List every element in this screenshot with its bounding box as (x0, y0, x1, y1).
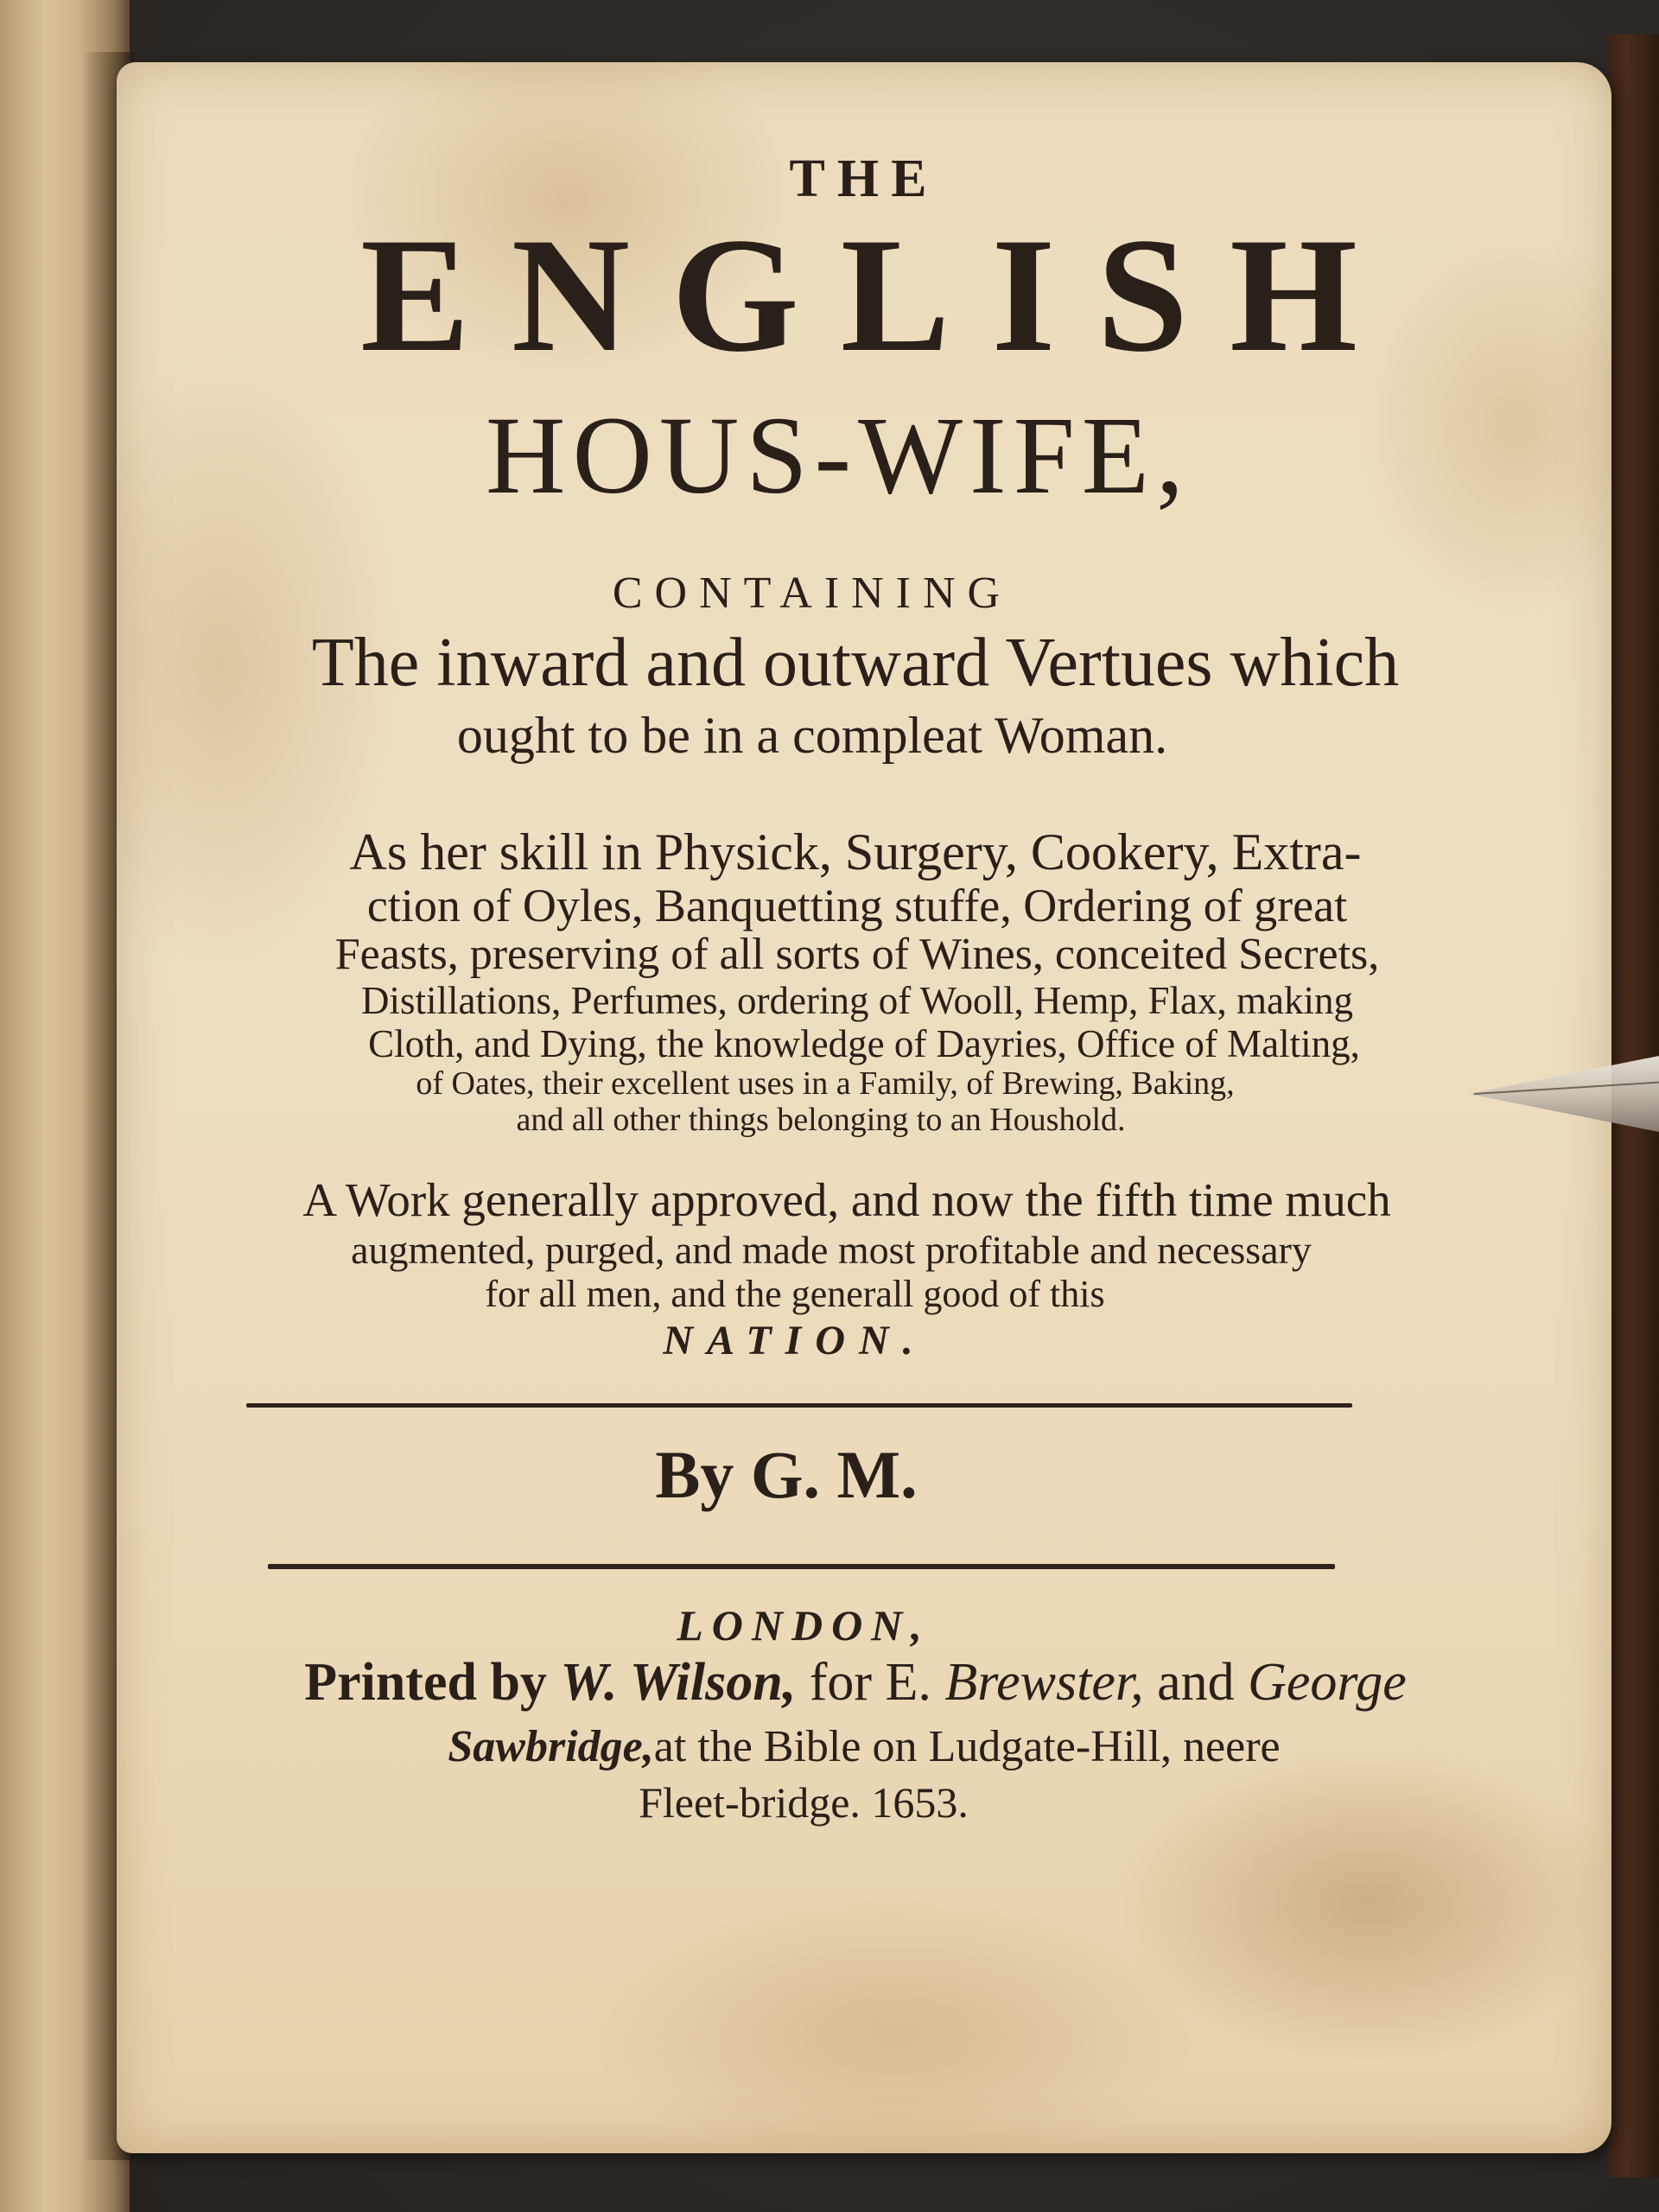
bookseller-name: Brewster, (944, 1653, 1144, 1712)
title-houswife: HOUS-WIFE, (486, 394, 1191, 517)
printer-name: W. Wilson, (560, 1653, 797, 1712)
title-english: ENGLISH (360, 205, 1399, 386)
imprint-line-2 (117, 1721, 1611, 1772)
author-line (39, 1436, 1534, 1514)
for-e: for E. (809, 1653, 931, 1712)
work-line: augmented, purged, and made most profitable and necessary (351, 1228, 1312, 1272)
imprint-location: at the Bible on Ludgate-Hill, neere (653, 1722, 1281, 1771)
skills-line: ction of Oyles, Banquetting stuffe, Ordering of great (366, 880, 1348, 931)
skills-line: of Oates, their excellent uses in a Family, of Brewing, Baking, (416, 1065, 1235, 1102)
skills-line: and all other things belonging to an Houshold. (516, 1102, 1126, 1138)
work-line: A Work generally approved, and now the fifth time much (302, 1173, 1391, 1226)
and-word: and (1157, 1653, 1235, 1712)
page-pointer (1469, 1056, 1659, 1132)
sawbridge-name: Sawbridge, (448, 1722, 654, 1771)
title-page (117, 62, 1611, 2153)
printed-by: Printed by (304, 1653, 547, 1712)
subtitle-line-2: ought to be in a compleat Woman. (456, 707, 1168, 764)
imprint-city: LONDON, (677, 1601, 931, 1649)
skills-line: Distillations, Perfumes, ordering of Wooll, Hemp, Flax, making (361, 979, 1353, 1022)
containing-heading: CONTAINING (612, 569, 1013, 618)
work-line: for all men, and the generall good of this (485, 1273, 1105, 1315)
lower-rule (268, 1564, 1335, 1569)
upper-rule (246, 1403, 1352, 1408)
imprint-line-3: Fleet-bridge. 1653. (639, 1778, 969, 1827)
skills-line: Cloth, and Dying, the knowledge of Dayries, Office of Malting, (368, 1022, 1360, 1065)
george-name: George (1248, 1653, 1407, 1712)
skills-line: Feasts, preserving of all sorts of Wines, conceited Secrets, (334, 930, 1380, 979)
nation-line: NATION. (663, 1318, 927, 1363)
title-the: THE (789, 149, 939, 208)
imprint-line-1 (108, 1652, 1603, 1713)
skills-line: As her skill in Physick, Surgery, Cookery, Extra- (349, 823, 1362, 880)
author-text: By G. M. (655, 1437, 918, 1512)
subtitle-line-1: The inward and outward Vertues which (311, 625, 1400, 701)
